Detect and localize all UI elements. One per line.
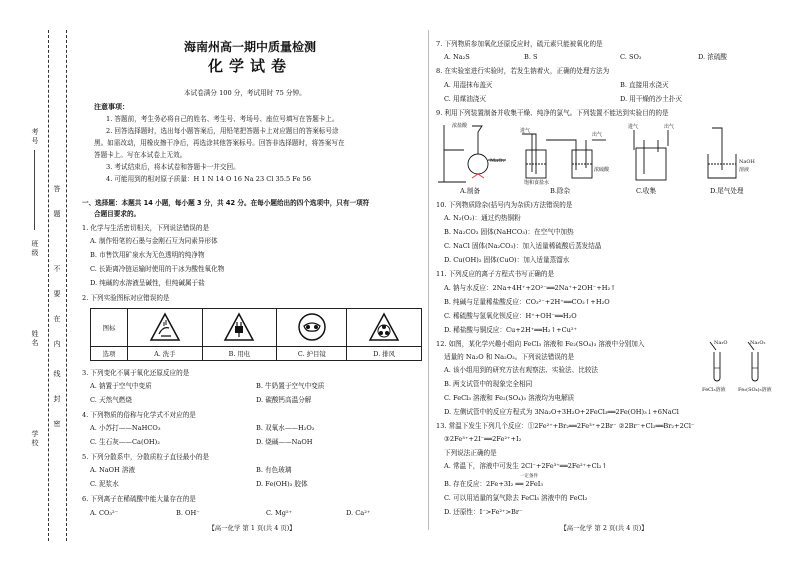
q9-option-d: D.尾气处理	[710, 187, 744, 195]
exam-info: 本试卷满分 100 分，考试用时 75 分钟。	[184, 89, 306, 97]
seal-line	[48, 30, 49, 541]
apparatus-c	[634, 130, 668, 180]
q5-option-d: D. Fe(OH)₃ 胶体	[256, 480, 308, 488]
exam-title: 海南州高一期中质量检测	[183, 40, 316, 54]
label-solution: 溶液	[739, 167, 750, 173]
q12-option-d: D. 左侧试管中的反应方程式为 3Na₂O+3H₂O+2FeCl₃══2Fe(OH)₃↓+6NaCl	[444, 408, 679, 416]
footer-page-1: 【高一化学 第 1 页(共 4 页)】	[208, 524, 296, 532]
q12-stem-line1: 12. 如图，某化学兴趣小组向 FeCl₃ 溶液和 Fe₂(SO₄)₃ 溶液中分别加入	[436, 340, 645, 348]
apparatus-a	[438, 125, 506, 182]
q7-stem: 7. 下列物质参加氧化还原反应时，硫元素只能被氧化的是	[436, 40, 603, 48]
q5-option-a: A. NaOH 溶液	[90, 466, 136, 474]
q2-icon-table	[90, 308, 422, 361]
q2-option-b: B. 用电	[202, 347, 277, 361]
q4-option-a: A. 小苏打——NaHCO₃	[90, 424, 161, 432]
footer-page-2: 【高一化学 第 2 页(共 4 页)】	[560, 524, 648, 532]
seal-char: 题	[53, 210, 61, 219]
goggles-icon-cell	[277, 309, 347, 347]
q12-stem-line2: 适量的 Na₂O 和 Na₂O₂。下列说法错误的是	[444, 353, 575, 361]
q4-option-b: B. 双氧水——H₂O₂	[256, 424, 315, 432]
label-fe2so4: Fe₂(SO₄)₃溶液	[738, 387, 772, 393]
q5-option-b: B. 有色玻璃	[256, 466, 292, 474]
seal-char: 内	[53, 340, 61, 349]
label-naoh: NaOH	[739, 159, 755, 165]
q10-option-b: B. Na₂CO₃ 固体(NaHCO₃)：在空气中加热	[444, 228, 574, 236]
ventilation-icon-cell	[347, 309, 422, 347]
seal-char: 密	[53, 420, 61, 429]
q9-apparatus-figure	[436, 120, 780, 190]
q3-option-b: B. 牛奶置于空气中变质	[256, 382, 325, 390]
note-line: 黑。如需改动，用橡皮擦干净后，再选涂其他答案标号。回答非选择题时，将答案写在	[94, 139, 345, 147]
note-line: 4. 可能用到的相对原子质量：H 1 N 14 O 16 Na 23 Cl 35.5 Fe 56	[106, 175, 311, 183]
label-gas-in-b: 进气	[520, 128, 531, 134]
q7-option-b: B. S	[524, 53, 538, 61]
q6-option-a: A. CO₃²⁻	[90, 509, 119, 517]
note-line: 3. 考试结束后，将本试卷和答题卡一并交回。	[106, 163, 240, 171]
q1-option-b: B. 市售饮用矿泉水为无色透明的纯净物	[90, 251, 205, 259]
q1-option-c: C. 长距离冷链运输时使用的干冰为酸性氧化物	[90, 265, 225, 273]
seal-char: 不	[53, 265, 61, 274]
class-label: 班级	[31, 240, 39, 258]
label-mno2: MnO₂	[490, 158, 505, 164]
label-na2o2: Na₂O₂	[750, 340, 766, 346]
q9-stem: 9. 利用下列装置制备并收集干燥、纯净的氯气。下列装置不能达到实验目的的是	[436, 109, 669, 117]
q1-option-d: D. 纯碱的水溶液呈碱性，但纯碱属于盐	[90, 279, 205, 287]
q2-option-d: D. 排风	[347, 347, 422, 361]
exam-number-line	[34, 150, 35, 230]
note-line: 2. 回答选择题时，选出每小题答案后，用铅笔把答题卡上对应题目的答案标号涂	[106, 127, 339, 135]
q8-option-c: C. 用煤油浇灭	[444, 95, 486, 103]
q7-option-c: C. SO₂	[620, 53, 642, 61]
q1-option-a: A. 制作铅笔的石墨与金刚石互为同素异形体	[90, 237, 218, 245]
wash-hands-icon-cell	[128, 309, 203, 347]
q13-stem-line2: ③2Fe³⁺+2I⁻══2Fe²⁺+I₂	[444, 435, 522, 443]
q6-option-d: D. Ca²⁺	[346, 509, 371, 517]
q5-stem: 5. 下列分散系中，分散质粒子直径最小的是	[82, 453, 210, 461]
exam-number-label: 考号	[31, 128, 39, 146]
q4-option-c: C. 生石灰——Ca(OH)₂	[90, 438, 160, 446]
seal-char: 线	[53, 370, 61, 379]
page-1	[76, 0, 424, 561]
q10-option-d: D. Cu(OH)₂ 固体(CuO)：加入适量蒸馏水	[444, 256, 570, 264]
q4-option-d: D. 烧碱——NaOH	[256, 438, 313, 446]
q11-option-d: D. 稀盐酸与铜反应：Cu+2H⁺══H₂↑+Cu²⁺	[444, 326, 578, 334]
q10-stem: 10. 下列物质除杂(括号内为杂质)方法错误的是	[436, 201, 573, 209]
q12-option-b: B. 两支试管中的现象完全相同	[444, 380, 533, 388]
label-gas-in-c: 进气	[628, 124, 639, 130]
name-label: 姓名	[31, 330, 39, 348]
seal-line	[66, 30, 67, 541]
label-sat-nacl: 饱和食盐水	[524, 180, 550, 186]
page-divider	[428, 30, 429, 530]
plug-icon	[223, 312, 255, 342]
q10-option-a: A. N₂(O₂)：通过灼热铜粉	[444, 214, 521, 222]
binding-margin	[0, 0, 72, 561]
label-conc-hcl: 浓盐酸	[452, 123, 468, 129]
goggles-icon	[297, 312, 327, 342]
label-conc-h2so4: 浓硫酸	[594, 167, 610, 173]
page-2	[432, 0, 782, 561]
q3-stem: 3. 下列变化不属于氧化还原反应的是	[82, 369, 190, 377]
q6-option-b: B. OH⁻	[176, 509, 200, 517]
q6-option-c: C. Mg²⁺	[266, 509, 293, 517]
q12-test-tubes-figure	[700, 338, 780, 386]
q3-option-d: D. 碳酸钙高温分解	[256, 396, 312, 404]
school-label: 学校	[31, 430, 39, 448]
fan-icon	[368, 312, 400, 342]
q13-option-b: B. 存在反应：2Fe+3I₂ ══ 2FeI₃	[444, 480, 543, 488]
q13-option-c: C. 可以用适量的氯气除去 FeCl₃ 溶液中的 FeCl₂	[444, 494, 588, 502]
q10-option-c: C. NaCl 固体(Na₂CO₃)：加入适量稀硫酸后蒸发结晶	[444, 242, 602, 250]
q8-option-d: D. 用干燥的沙土扑灭	[620, 95, 682, 103]
q11-option-b: B. 纯碱与足量稀盐酸反应：CO₃²⁻+2H⁺══CO₂↑+H₂O	[444, 298, 610, 306]
q9-option-c: C.收集	[636, 187, 657, 195]
section-heading: 一、选择题：本题共 14 小题，每小题 3 分，共 42 分。在每小题给出的四个选项中，只有一项符	[82, 199, 370, 207]
q13-option-d: D. 还原性：I⁻>Fe²⁺>Br⁻	[444, 508, 523, 516]
q8-option-a: A. 用湿抹布盖灭	[444, 81, 493, 89]
label-gas-out-c: 出气	[664, 124, 675, 130]
q1-stem: 1. 化学与生活密切相关，下列说法错误的是	[82, 224, 210, 232]
note-line: 1. 答题前，考生务必将自己的姓名、考生号、考场号、座位号填写在答题卡上。	[106, 115, 339, 123]
q3-option-c: C. 天然气燃烧	[90, 396, 132, 404]
q13-option-b-condition: 一定条件	[520, 474, 538, 479]
q13-option-a: A. 常温下，溶液中可发生 2Cl⁻+2Fe³⁺══2Fe²⁺+Cl₂↑	[444, 462, 607, 470]
seal-char: 封	[53, 395, 61, 404]
apparatus-d	[708, 128, 736, 178]
seal-char: 要	[53, 290, 61, 299]
q2-stem: 2. 下列实验图标对应错误的是	[82, 294, 170, 302]
q11-option-a: A. 钠与水反应：2Na+4H⁺+2O²⁻══2Na⁺+2OH⁻+H₂↑	[444, 284, 616, 292]
q8-option-b: B. 直接用水浇灭	[620, 81, 669, 89]
label-gas-out-b: 出气	[592, 132, 603, 138]
seal-char: 在	[53, 315, 61, 324]
q7-option-a: A. Na₂S	[444, 53, 470, 61]
wash-hands-icon	[149, 312, 181, 342]
exam-subject: 化学试卷	[207, 57, 292, 75]
electricity-icon-cell	[202, 309, 277, 347]
q2-row2-header: 选项	[91, 347, 128, 361]
q9-option-a: A.制备	[460, 187, 481, 195]
q11-stem: 11. 下列反应的离子方程式书写正确的是	[436, 270, 555, 278]
q7-option-d: D. 浓硫酸	[698, 53, 728, 61]
q6-stem: 6. 下列离子在稀硫酸中能大量存在的是	[82, 495, 196, 503]
q3-option-a: A. 钠置于空气中变质	[90, 382, 152, 390]
q13-stem: 13. 常温下发生下列几个反应：①2Fe²⁺+Br₂══2Fe³⁺+2Br⁻ ②2Br⁻+Cl₂══Br₂+2Cl⁻	[436, 422, 695, 430]
note-line: 答题卡上。写在本试卷上无效。	[94, 151, 187, 159]
q2-option-a: A. 洗手	[128, 347, 203, 361]
q11-option-c: C. 稀硫酸与氢氧化钡反应：H⁺+OH⁻══H₂O	[444, 312, 577, 320]
q13-lead: 下列说法正确的是	[444, 449, 497, 457]
label-na2o: Na₂O	[714, 340, 728, 346]
q8-stem: 8. 在实验室进行实验时，若发生钠着火，正确的处理方法为	[436, 67, 610, 75]
q9-option-b: B.除杂	[550, 187, 571, 195]
q2-row1-header: 图标	[91, 309, 128, 347]
q4-stem: 4. 下列物质的俗称与化学式不对应的是	[82, 411, 196, 419]
label-fecl3: FeCl₃溶液	[702, 387, 726, 393]
q2-option-c: C. 护目镜	[277, 347, 347, 361]
q5-option-c: C. 泥浆水	[90, 480, 119, 488]
notes-heading: 注意事项：	[94, 103, 129, 111]
q12-option-a: A. 该小组用到的研究方法有观察法、实验法、比较法	[444, 366, 599, 374]
q12-option-c: C. FeCl₃ 溶液和 Fe₂(SO₄)₃ 溶液均为电解质	[444, 394, 575, 402]
section-heading-cont: 合题目要求的。	[94, 210, 141, 218]
seal-char: 答	[53, 185, 61, 194]
